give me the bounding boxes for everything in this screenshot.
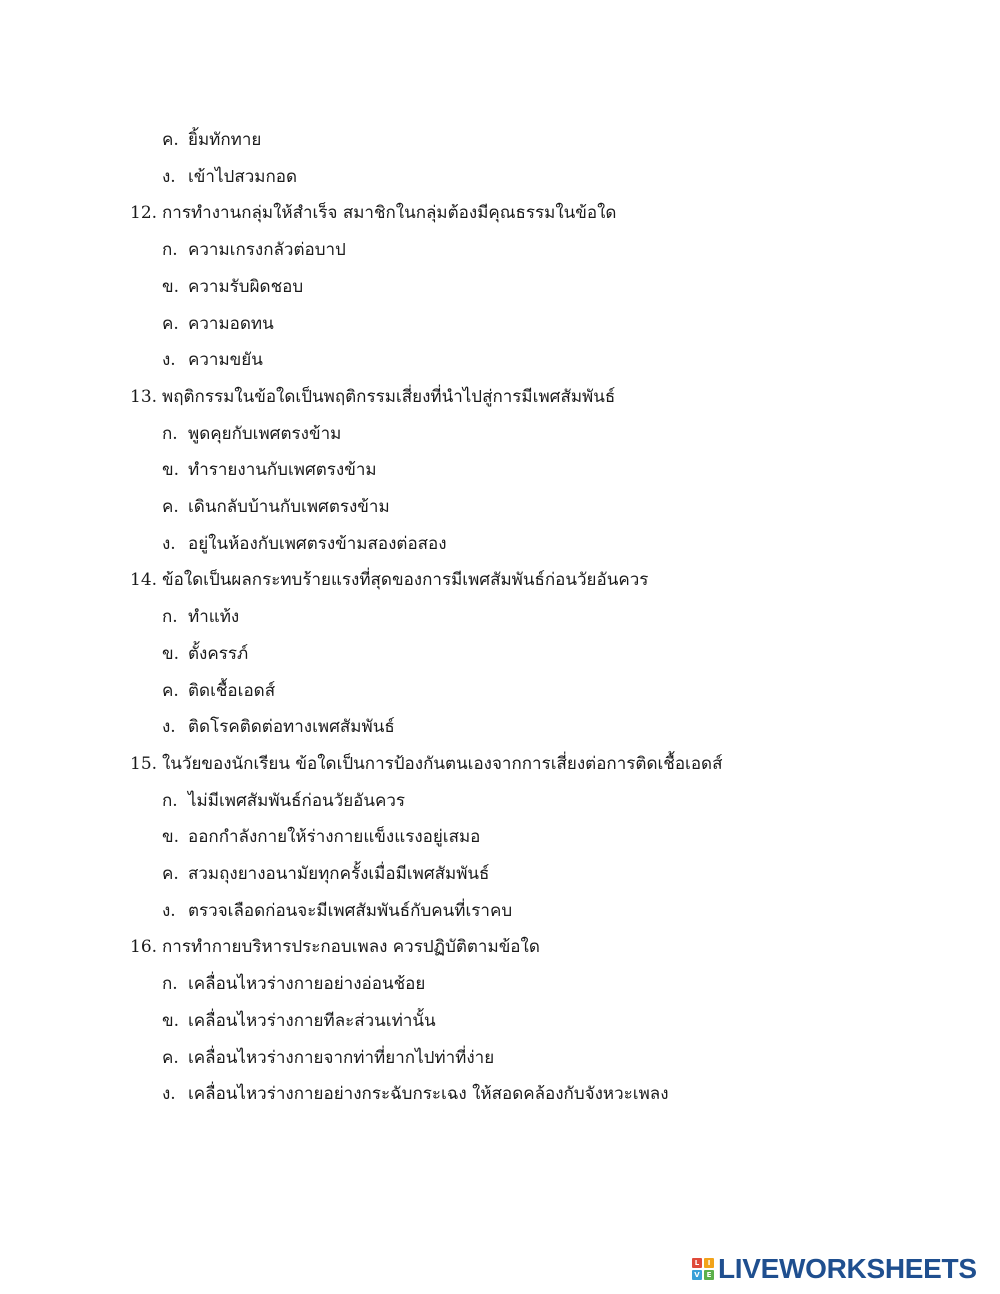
question-number: 16. [130, 937, 158, 958]
choice-text: เคลื่อนไหวร่างกายอย่างกระฉับกระเฉง ให้สอดคล้องกับจังหวะเพลง [188, 1084, 669, 1105]
choice-item [162, 489, 390, 525]
question-item [130, 379, 615, 415]
choice-marker: ค. [162, 497, 179, 517]
choice-item [162, 269, 303, 305]
choice-item [162, 1003, 436, 1039]
choice-item [162, 636, 248, 672]
choice-item [162, 819, 480, 855]
choice-item [162, 1076, 669, 1112]
choice-marker: ค. [162, 864, 179, 884]
question-item [130, 562, 648, 598]
choice-item [162, 966, 425, 1002]
choice-text: ทำรายงานกับเพศตรงข้าม [188, 460, 377, 481]
choice-text: ไม่มีเพศสัมพันธ์ก่อนวัยอันควร [188, 790, 406, 811]
choice-marker: ก. [162, 607, 178, 628]
choice-text: ความอดทน [188, 313, 274, 334]
question-item [130, 746, 722, 782]
question-text: ข้อใดเป็นผลกระทบร้ายแรงที่สุดของการมีเพศสัมพันธ์ก่อนวัยอันควร [162, 570, 649, 591]
logo-tile: L [692, 1258, 702, 1268]
question-text: การทำงานกลุ่มให้สำเร็จ สมาชิกในกลุ่มต้องมีคุณธรรมในข้อใด [162, 203, 617, 224]
choice-marker: ก. [162, 790, 178, 811]
question-text: การทำกายบริหารประกอบเพลง ควรปฏิบัติตามข้อใด [162, 937, 540, 958]
choice-text: ตรวจเลือดก่อนจะมีเพศสัมพันธ์กับคนที่เราคบ [188, 900, 513, 921]
liveworksheets-logo[interactable] [692, 1252, 977, 1286]
choice-marker: ค. [162, 680, 179, 701]
choice-text: ตั้งครรภ์ [188, 643, 249, 664]
choice-marker: ง. [162, 900, 176, 921]
choice-text: เดินกลับบ้านกับเพศตรงข้าม [188, 497, 390, 517]
choice-marker: ก. [162, 240, 178, 261]
choice-item [162, 306, 274, 342]
choice-marker: ง. [162, 533, 176, 554]
choice-item [162, 709, 395, 745]
choice-text: อยู่ในห้องกับเพศตรงข้ามสองต่อสอง [188, 533, 447, 554]
question-number: 15. [130, 753, 158, 774]
choice-item [162, 599, 239, 635]
choice-marker: ข. [162, 460, 180, 481]
choice-text: ติดโรคติดต่อทางเพศสัมพันธ์ [188, 717, 395, 738]
choice-marker: ข. [162, 643, 180, 664]
choice-marker: ข. [162, 1010, 180, 1031]
choice-text: เคลื่อนไหวร่างกายอย่างอ่อนช้อย [188, 974, 426, 995]
choice-text: ความขยัน [188, 350, 263, 371]
choice-marker: ข. [162, 827, 180, 848]
choice-text: ความรับผิดชอบ [188, 276, 304, 297]
choice-marker: ข. [162, 276, 180, 297]
question-text: ในวัยของนักเรียน ข้อใดเป็นการป้องกันตนเองจากการเสี่ยงต่อการติดเชื้อเอดส์ [162, 753, 723, 774]
choice-item [162, 893, 512, 929]
choice-text: เคลื่อนไหวร่างกายทีละส่วนเท่านั้น [188, 1010, 436, 1031]
logo-tile: I [704, 1258, 714, 1268]
choice-marker: ง. [162, 1084, 176, 1105]
choice-item [162, 783, 405, 819]
choice-text: ทำแท้ง [188, 607, 240, 628]
question-number: 14. [130, 570, 158, 591]
choice-item [162, 159, 297, 195]
logo-text: LIVEWORKSHEETS [718, 1253, 977, 1284]
choice-text: ความเกรงกลัวต่อบาป [188, 240, 346, 261]
choice-item [162, 342, 263, 378]
choice-item [162, 526, 447, 562]
choice-marker: ค. [162, 1047, 179, 1068]
question-number: 13. [130, 386, 158, 407]
choice-item [162, 232, 346, 268]
logo-tile: E [704, 1270, 714, 1280]
choice-marker: ง. [162, 717, 176, 738]
choice-item [162, 856, 489, 892]
choice-text: ติดเชื้อเอดส์ [188, 680, 276, 701]
choice-text: ยิ้มทักทาย [188, 130, 262, 150]
question-text: พฤติกรรมในข้อใดเป็นพฤติกรรมเสี่ยงที่นำไปสู่การมีเพศสัมพันธ์ [162, 386, 616, 407]
choice-text: เคลื่อนไหวร่างกายจากท่าที่ยากไปท่าที่ง่าย [188, 1047, 495, 1068]
choice-marker: ง. [162, 350, 176, 371]
logo-tiles [692, 1258, 714, 1280]
choice-text: สวมถุงยางอนามัยทุกครั้งเมื่อมีเพศสัมพันธ์ [188, 864, 490, 884]
choice-text: ออกกำลังกายให้ร่างกายแข็งแรงอยู่เสมอ [188, 827, 481, 848]
choice-item [162, 1040, 494, 1076]
choice-marker: ค. [162, 130, 179, 150]
choice-marker: ค. [162, 313, 179, 334]
choice-marker: ก. [162, 423, 178, 444]
choice-text: พูดคุยกับเพศตรงข้าม [188, 423, 342, 444]
choice-marker: ง. [162, 166, 176, 187]
choice-marker: ก. [162, 974, 178, 995]
question-item [130, 195, 616, 231]
choice-item [162, 416, 341, 452]
choice-text: เข้าไปสวมกอด [188, 166, 297, 187]
choice-item [162, 673, 275, 709]
question-item [130, 929, 540, 965]
choice-item [162, 452, 377, 488]
choice-item [162, 122, 261, 158]
logo-tile: V [692, 1270, 702, 1280]
question-number: 12. [130, 203, 158, 224]
